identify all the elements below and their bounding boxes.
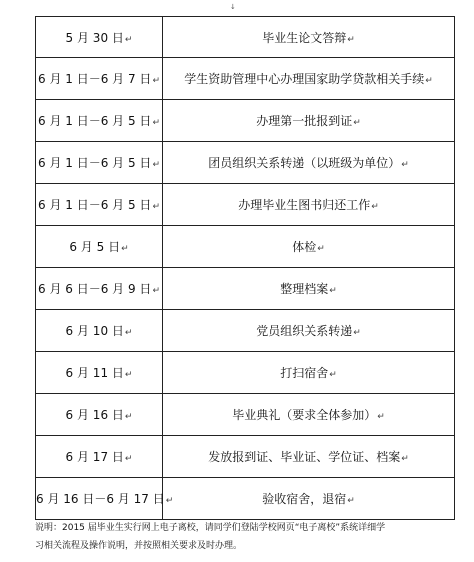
paragraph-mark-top: ↓ bbox=[230, 3, 236, 11]
schedule-row bbox=[36, 478, 455, 520]
paragraph-mark: ↵ bbox=[401, 454, 409, 464]
schedule-date-cell bbox=[36, 100, 163, 142]
schedule-date: 6 月 1 日－6 月 7 日 bbox=[38, 72, 152, 86]
paragraph-mark: ↵ bbox=[152, 118, 160, 128]
graduation-schedule-table bbox=[35, 16, 455, 520]
schedule-task-cell bbox=[163, 226, 455, 268]
schedule-row bbox=[36, 394, 455, 436]
paragraph-mark: ↵ bbox=[353, 118, 361, 128]
schedule-row bbox=[36, 142, 455, 184]
schedule-body bbox=[36, 17, 455, 520]
schedule-task: 发放报到证、毕业证、学位证、档案 bbox=[208, 450, 401, 464]
schedule-date: 6 月 16 日－6 月 17 日 bbox=[36, 492, 165, 506]
schedule-task: 团员组织关系转递（以班级为单位） bbox=[208, 156, 401, 170]
schedule-task-cell bbox=[163, 184, 455, 226]
schedule-date-cell bbox=[36, 268, 163, 310]
schedule-date-cell bbox=[36, 58, 163, 100]
schedule-row bbox=[36, 17, 455, 58]
paragraph-mark: ↵ bbox=[347, 496, 355, 506]
paragraph-mark: ↵ bbox=[317, 244, 325, 254]
schedule-row bbox=[36, 58, 455, 100]
paragraph-mark: ↵ bbox=[425, 76, 433, 86]
schedule-row bbox=[36, 268, 455, 310]
paragraph-mark: ↵ bbox=[124, 412, 133, 422]
paragraph-mark: ↵ bbox=[152, 286, 160, 296]
schedule-date: 5 月 30 日 bbox=[65, 30, 124, 45]
schedule-date-cell bbox=[36, 17, 163, 58]
schedule-task: 验收宿舍，退宿 bbox=[262, 492, 347, 506]
note-line-2: 习相关流程及操作说明，并按照相关要求及时办理。 bbox=[35, 541, 243, 551]
schedule-task: 办理毕业生图书归还工作 bbox=[238, 198, 371, 212]
schedule-date: 6 月 6 日－6 月 9 日 bbox=[38, 282, 152, 296]
schedule-date-cell bbox=[36, 436, 163, 478]
schedule-date: 6 月 11 日 bbox=[65, 366, 124, 380]
schedule-task-cell bbox=[163, 100, 455, 142]
paragraph-mark: ↵ bbox=[124, 370, 133, 380]
schedule-task-cell bbox=[163, 58, 455, 100]
note-line-1: 说明：2015 届毕业生实行网上电子离校，请同学们登陆学校网页“电子离校”系统详细学 bbox=[35, 523, 386, 533]
paragraph-mark: ↵ bbox=[124, 454, 133, 464]
schedule-date-cell bbox=[36, 184, 163, 226]
schedule-row bbox=[36, 310, 455, 352]
schedule-row bbox=[36, 352, 455, 394]
paragraph-mark: ↵ bbox=[347, 34, 355, 45]
schedule-date-cell bbox=[36, 478, 174, 520]
paragraph-mark: ↵ bbox=[329, 370, 337, 380]
schedule-date: 6 月 17 日 bbox=[65, 450, 124, 464]
schedule-row bbox=[36, 226, 455, 268]
paragraph-mark: ↵ bbox=[124, 34, 133, 45]
schedule-task: 党员组织关系转递 bbox=[256, 324, 353, 338]
explanation-note bbox=[35, 519, 455, 555]
paragraph-mark: ↵ bbox=[152, 160, 160, 170]
schedule-date-cell bbox=[36, 226, 163, 268]
schedule-task-cell bbox=[163, 17, 455, 58]
paragraph-mark: ↵ bbox=[121, 244, 129, 254]
schedule-task-cell bbox=[163, 310, 455, 352]
schedule-task-cell bbox=[163, 142, 455, 184]
schedule-task-cell bbox=[163, 478, 455, 520]
schedule-task: 学生资助管理中心办理国家助学贷款相关手续 bbox=[184, 72, 425, 86]
schedule-task-cell bbox=[163, 436, 455, 478]
schedule-task: 办理第一批报到证 bbox=[256, 114, 353, 128]
schedule-date: 6 月 1 日－6 月 5 日 bbox=[38, 198, 152, 212]
schedule-task-cell bbox=[163, 394, 455, 436]
schedule-row bbox=[36, 436, 455, 478]
schedule-date: 6 月 1 日－6 月 5 日 bbox=[38, 114, 152, 128]
schedule-row bbox=[36, 100, 455, 142]
schedule-date-cell bbox=[36, 142, 163, 184]
paragraph-mark: ↵ bbox=[329, 286, 337, 296]
paragraph-mark: ↵ bbox=[353, 328, 361, 338]
schedule-task: 打扫宿舍 bbox=[280, 366, 329, 380]
schedule-date: 6 月 1 日－6 月 5 日 bbox=[38, 156, 152, 170]
schedule-date: 6 月 5 日 bbox=[69, 240, 121, 254]
schedule-task-cell bbox=[163, 268, 455, 310]
paragraph-mark: ↵ bbox=[124, 328, 133, 338]
schedule-task: 毕业生论文答辩 bbox=[262, 30, 347, 45]
schedule-task-cell bbox=[163, 352, 455, 394]
paragraph-mark: ↵ bbox=[401, 160, 409, 170]
paragraph-mark: ↵ bbox=[152, 76, 160, 86]
paragraph-mark: ↵ bbox=[165, 496, 174, 506]
schedule-date-cell bbox=[36, 394, 163, 436]
schedule-date-cell bbox=[36, 352, 163, 394]
paragraph-mark: ↵ bbox=[377, 412, 385, 422]
schedule-task: 毕业典礼（要求全体参加） bbox=[232, 408, 377, 422]
schedule-row bbox=[36, 184, 455, 226]
paragraph-mark: ↵ bbox=[152, 202, 160, 212]
schedule-date: 6 月 10 日 bbox=[65, 324, 124, 338]
schedule-task: 体检 bbox=[292, 240, 317, 254]
paragraph-mark: ↵ bbox=[371, 202, 379, 212]
schedule-date: 6 月 16 日 bbox=[65, 408, 124, 422]
schedule-date-cell bbox=[36, 310, 163, 352]
schedule-task: 整理档案 bbox=[280, 282, 329, 296]
